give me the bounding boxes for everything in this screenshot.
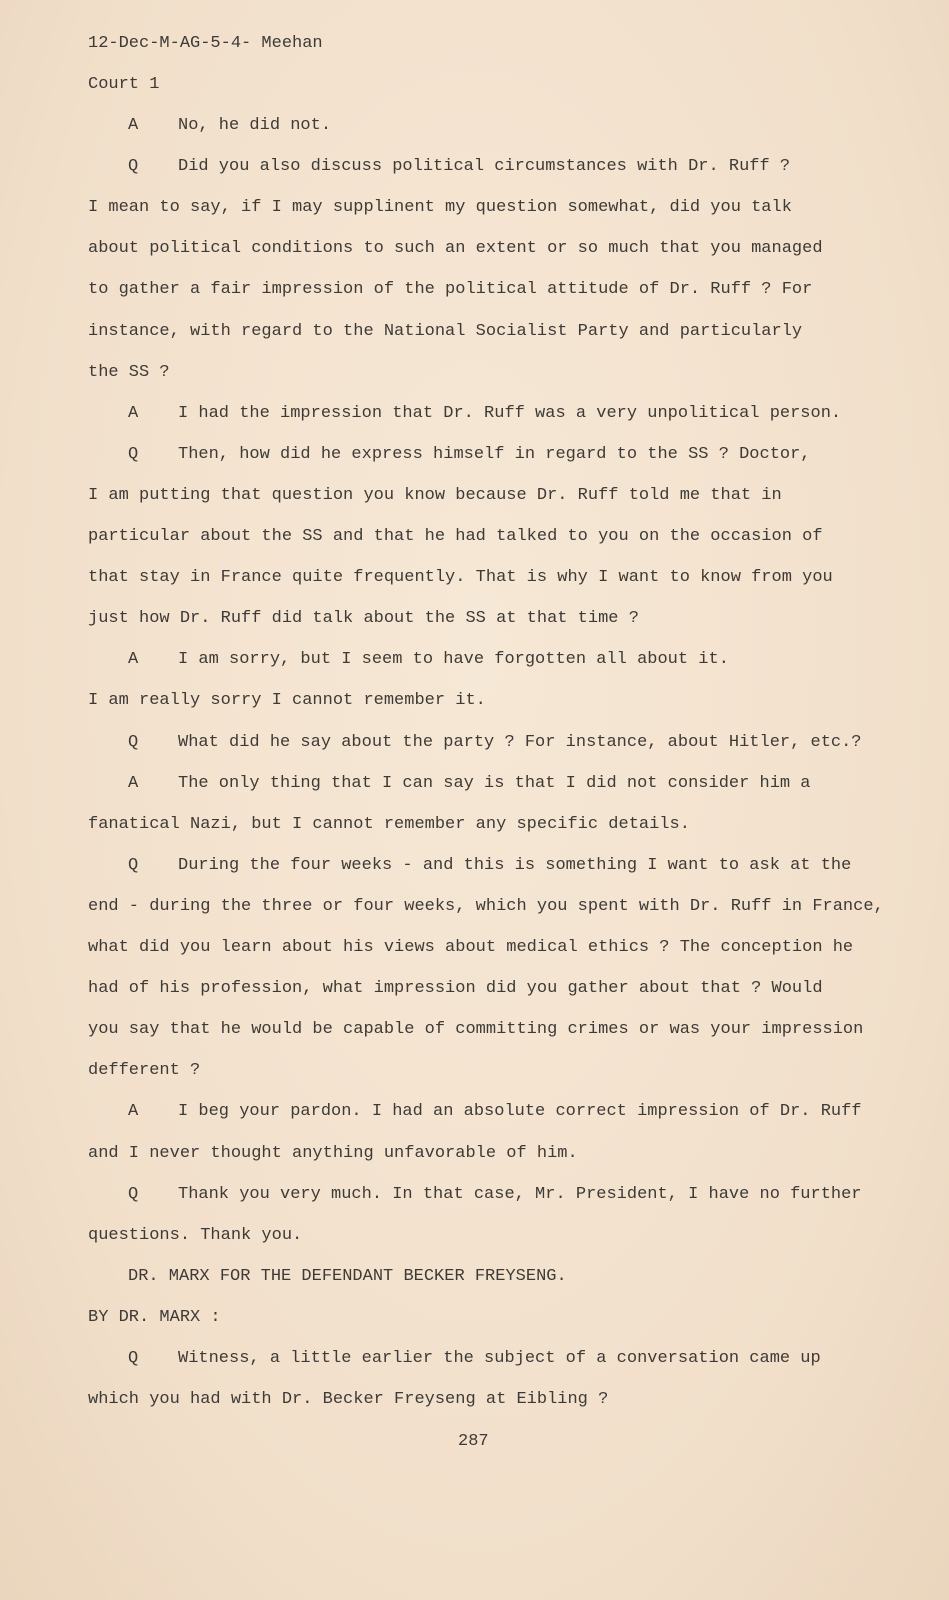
transcript-line [128, 856, 851, 876]
transcript-line [128, 1267, 567, 1287]
line-text: you say that he would be capable of committing crimes or was your impression [88, 1020, 864, 1039]
transcript-line [88, 897, 884, 917]
transcript-line [88, 1226, 302, 1246]
line-text: No, he did not. [178, 116, 332, 135]
transcript-line [88, 1061, 200, 1081]
transcript-line [88, 486, 782, 506]
transcript-line [88, 1390, 608, 1410]
line-text: to gather a fair impression of the political attitude of Dr. Ruff ? For [88, 280, 813, 299]
page-number: 287 [458, 1432, 489, 1451]
line-text: DR. MARX FOR THE DEFENDANT BECKER FREYSENG. [128, 1267, 567, 1286]
line-text: Thank you very much. In that case, Mr. President, I have no further [178, 1185, 862, 1204]
line-text: that stay in France quite frequently. That is why I want to know from you [88, 568, 833, 587]
speaker-label: Q [128, 445, 139, 464]
line-text: defferent ? [88, 1061, 201, 1080]
speaker-label: Q [128, 733, 139, 752]
transcript-line [88, 979, 823, 999]
line-text: and I never thought anything unfavorable of him. [88, 1144, 578, 1163]
document-reference: 12-Dec-M-AG-5-4- Meehan [88, 34, 323, 53]
line-text: particular about the SS and that he had talked to you on the occasion of [88, 527, 823, 546]
line-text: The only thing that I can say is that I did not consider him a [178, 774, 811, 793]
transcript-line [88, 691, 486, 711]
speaker-label: A [128, 404, 139, 423]
speaker-label: A [128, 1102, 139, 1121]
speaker-label: A [128, 116, 139, 135]
line-text: just how Dr. Ruff did talk about the SS at that time ? [88, 609, 639, 628]
transcript-line [88, 815, 690, 835]
transcript-line [128, 774, 811, 794]
line-text: what did you learn about his views about medical ethics ? The conception he [88, 938, 854, 957]
transcript-line [88, 1308, 221, 1328]
transcript-line [88, 609, 639, 629]
line-text: fanatical Nazi, but I cannot remember any specific details. [88, 815, 690, 834]
transcript-line [128, 1102, 862, 1122]
line-text: I mean to say, if I may supplinent my question somewhat, did you talk [88, 198, 792, 217]
transcript-line [88, 198, 792, 218]
transcript-line [128, 650, 729, 670]
transcript-line [128, 404, 841, 424]
speaker-label: A [128, 650, 139, 669]
speaker-label: Q [128, 1349, 139, 1368]
line-text: What did he say about the party ? For instance, about Hitler, etc.? [178, 733, 862, 752]
line-text: I am sorry, but I seem to have forgotten all about it. [178, 650, 729, 669]
line-text: I am really sorry I cannot remember it. [88, 691, 486, 710]
line-text: had of his profession, what impression did you gather about that ? Would [88, 979, 823, 998]
transcript-line [88, 938, 853, 958]
court-label: Court 1 [88, 75, 160, 94]
line-text: about political conditions to such an extent or so much that you managed [88, 239, 823, 258]
transcript-line [88, 239, 823, 259]
transcript-line [128, 116, 331, 136]
line-text: instance, with regard to the National Socialist Party and particularly [88, 322, 803, 341]
line-text: Did you also discuss political circumstances with Dr. Ruff ? [178, 157, 791, 176]
line-text: During the four weeks - and this is something I want to ask at the [178, 856, 852, 875]
transcript-line [128, 1349, 821, 1369]
line-text: Then, how did he express himself in regard to the SS ? Doctor, [178, 445, 811, 464]
line-text: BY DR. MARX : [88, 1308, 221, 1327]
line-text: the SS ? [88, 363, 170, 382]
line-text: Witness, a little earlier the subject of a conversation came up [178, 1349, 821, 1368]
speaker-label: Q [128, 157, 139, 176]
line-text: I had the impression that Dr. Ruff was a very unpolitical person. [178, 404, 842, 423]
transcript-line [128, 733, 862, 753]
transcript-line [88, 363, 170, 383]
transcript-line [128, 445, 811, 465]
speaker-label: A [128, 774, 139, 793]
line-text: I beg your pardon. I had an absolute correct impression of Dr. Ruff [178, 1102, 862, 1121]
line-text: which you had with Dr. Becker Freyseng at Eibling ? [88, 1390, 609, 1409]
speaker-label: Q [128, 856, 139, 875]
transcript-line [88, 1144, 578, 1164]
line-text: questions. Thank you. [88, 1226, 303, 1245]
speaker-label: Q [128, 1185, 139, 1204]
line-text: I am putting that question you know because Dr. Ruff told me that in [88, 486, 782, 505]
transcript-line [128, 157, 790, 177]
transcript-line [88, 280, 812, 300]
transcript-line [128, 1185, 862, 1205]
transcript-line [88, 322, 802, 342]
transcript-line [88, 1020, 863, 1040]
transcript-line [88, 527, 823, 547]
line-text: end - during the three or four weeks, which you spent with Dr. Ruff in France, [88, 897, 884, 916]
transcript-line [88, 568, 833, 588]
